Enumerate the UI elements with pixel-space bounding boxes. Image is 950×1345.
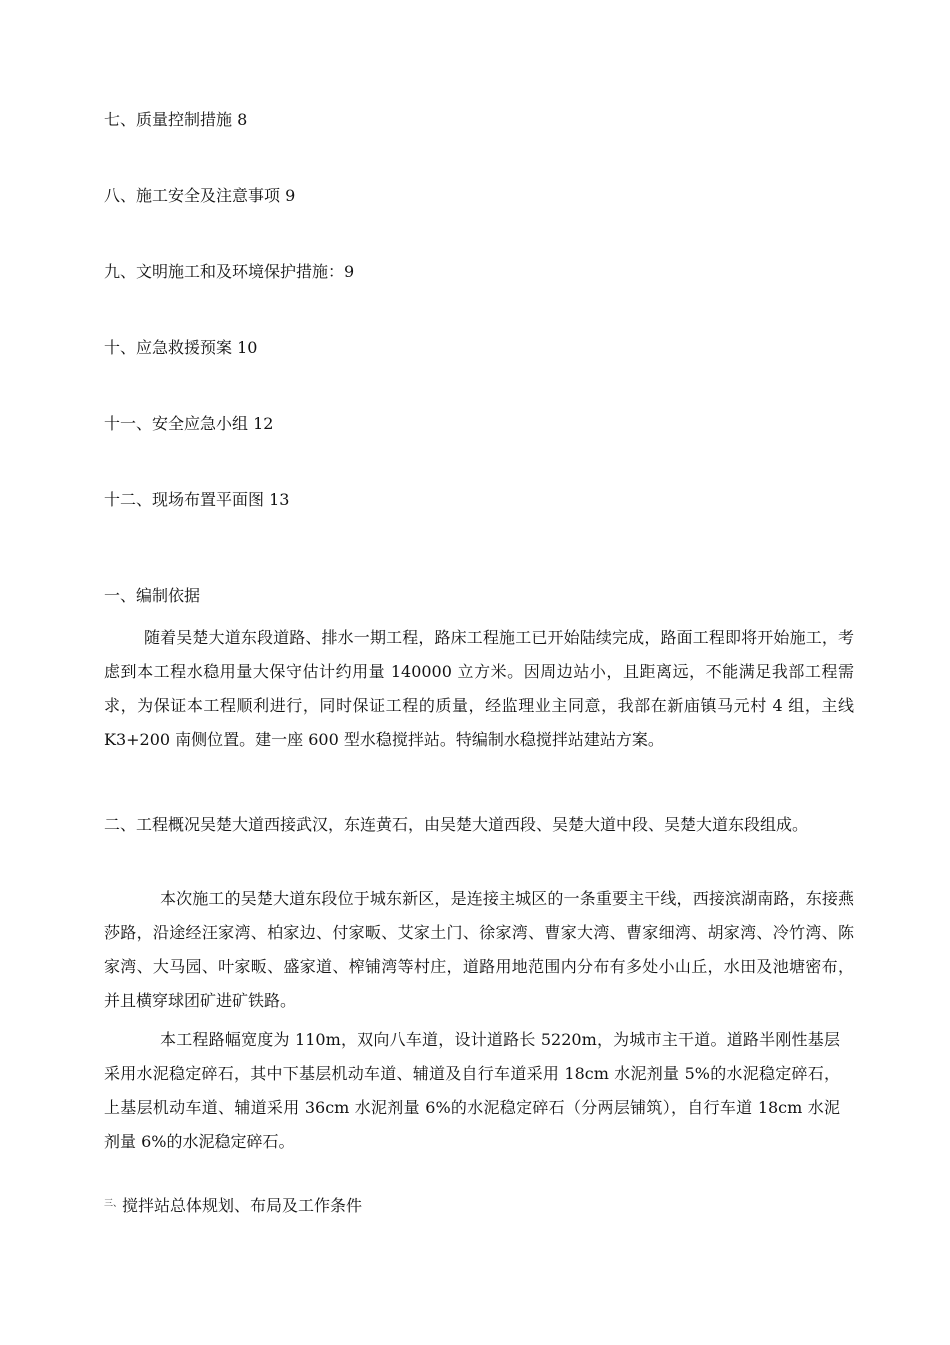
toc-item-12: 十二、现场布置平面图 13	[104, 490, 290, 509]
toc-item-10: 十、应急救援预案 10	[104, 338, 258, 357]
section-2-heading: 二、工程概况吴楚大道西接武汉，东连黄石，由吴楚大道西段、吴楚大道中段、吴楚大道东段组成。	[104, 815, 809, 834]
toc-item-9: 九、文明施工和及环境保护措施：9	[104, 262, 355, 281]
section-3-heading	[104, 1194, 362, 1216]
toc-item-11: 十一、安全应急小组 12	[104, 414, 274, 433]
section-1-body: 随着吴楚大道东段道路、排水一期工程，路床工程施工已开始陆续完成，路面工程即将开始施工，考虑到本工程水稳用量大保守估计约用量 140000 立方米。因周边站小，且距离远，不能满足我部工程需求，为保证本工程顺利进行，同时保证工程的质量，经监理业主同意，我部在新庙镇马元村 4 组，主线 K3+200 南侧位置。建一座 600 型水稳搅拌站。特编制水稳搅拌站建站方案。	[104, 628, 854, 749]
toc-item-8: 八、施工安全及注意事项 9	[104, 186, 296, 205]
section-1-heading: 一、编制依据	[104, 586, 201, 605]
section-3-title: 搅拌站总体规划、布局及工作条件	[122, 1196, 363, 1215]
section-2-para-1: 本次施工的吴楚大道东段位于城东新区，是连接主城区的一条重要主干线，西接滨湖南路，东接燕莎路，沿途经汪家湾、柏家边、付家畈、艾家土门、徐家湾、曹家大湾、曹家细湾、胡家湾、冷竹湾、陈家湾、大马园、叶家畈、盛家道、榨铺湾等村庄，道路用地范围内分布有多处小山丘，水田及池塘密布，并且横穿球团矿进矿铁路。	[104, 889, 854, 1010]
section-2-para-2: 本工程路幅宽度为 110m，双向八车道，设计道路长 5220m，为城市主干道。道路半刚性基层采用水泥稳定碎石，其中下基层机动车道、辅道及自行车道采用 18cm 水泥剂量 5%的水泥稳定碎石，上基层机动车道、辅道采用 36cm 水泥剂量 6%的水泥稳定碎石（分两层铺筑），自行车道 18cm 水泥剂量 6%的水泥稳定碎石。	[104, 1030, 840, 1151]
toc-item-7: 七、质量控制措施 8	[104, 110, 248, 129]
section-3-number: 三、	[104, 1199, 123, 1209]
